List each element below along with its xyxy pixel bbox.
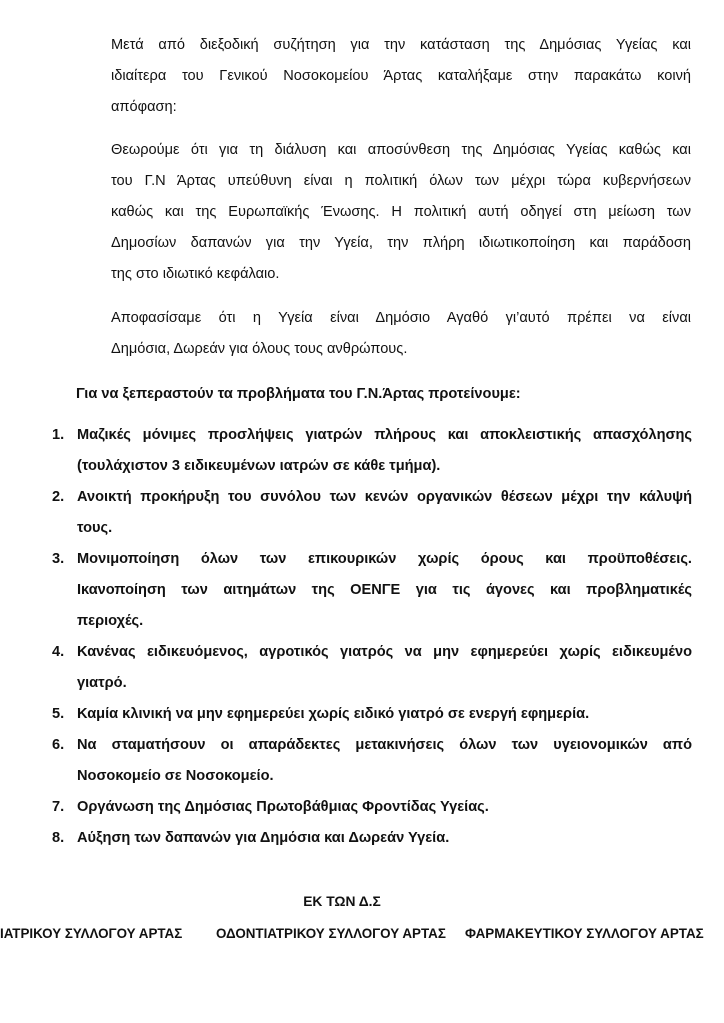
proposal-line: Καμία κλινική να μην εφημερεύει χωρίς ειδικό γιατρό σε ενεργή εφημερία. <box>77 706 590 722</box>
proposal-item <box>52 730 692 792</box>
proposal-item <box>52 420 692 482</box>
paragraph-line: Θεωρούμε ότι για τη διάλυση και αποσύνθεση της Δημόσιας Υγείας καθώς και <box>111 142 691 158</box>
proposal-line: Μαζικές μόνιμες προσλήψεις γιατρών πλήρους και αποκλειστικής απασχόλησης <box>77 427 692 443</box>
proposal-line: Μονιμοποίηση όλων των επικουρικών χωρίς όρους και προϋποθέσεις. <box>77 551 692 567</box>
paragraph-line: του Γ.Ν Άρτας υπεύθυνη είναι η πολιτική όλων των μέχρι τώρα κυβερνήσεων <box>111 173 691 189</box>
paragraph-line: Αποφασίσαμε ότι η Υγεία είναι Δημόσιο Αγαθό γι’αυτό πρέπει να είναι <box>111 310 691 326</box>
signatory-pharmaceutical-association: ΦΑΡΜΑΚΕΥΤΙΚΟΥ ΣΥΛΛΟΓΟΥ ΑΡΤΑΣ <box>465 926 704 941</box>
proposal-item <box>52 482 692 544</box>
proposal-line: Ικανοποίηση των αιτημάτων της ΟΕΝΓΕ για τις άγονες και προβληματικές <box>77 582 692 598</box>
signatory-medical-association: ΙΑΤΡΙΚΟΥ ΣΥΛΛΟΓΟΥ ΑΡΤΑΣ <box>0 926 183 941</box>
list-number: 2. <box>52 489 65 505</box>
proposal-line: περιοχές. <box>77 613 144 629</box>
proposal-line: Νοσοκομείο σε Νοσοκομείο. <box>77 768 274 784</box>
list-number: 1. <box>52 427 65 443</box>
position-paragraph <box>111 135 691 290</box>
proposal-item <box>52 823 692 854</box>
decision-paragraph <box>111 303 691 365</box>
proposals-list <box>52 420 692 854</box>
proposal-line: (τουλάχιστον 3 ειδικευμένων ιατρών σε κάθε τμήμα). <box>77 458 441 474</box>
list-number: 3. <box>52 551 65 567</box>
list-number: 8. <box>52 830 65 846</box>
signatory-dental-association: ΟΔΟΝΤΙΑΤΡΙΚΟΥ ΣΥΛΛΟΓΟΥ ΑΡΤΑΣ <box>216 926 446 941</box>
paragraph-line: ιδιαίτερα του Γενικού Νοσοκομείου Άρτας καταλήξαμε στην παρακάτω κοινή <box>111 68 691 84</box>
proposals-heading: Για να ξεπεραστούν τα προβλήματα του Γ.Ν.Άρτας προτείνουμε: <box>76 386 521 402</box>
proposal-line: γιατρό. <box>77 675 127 691</box>
proposal-line: Αύξηση των δαπανών για Δημόσια και Δωρεάν Υγεία. <box>77 830 450 846</box>
list-number: 5. <box>52 706 65 722</box>
list-number: 7. <box>52 799 65 815</box>
proposal-item <box>52 544 692 637</box>
paragraph-line: απόφαση: <box>111 99 177 115</box>
paragraph-line: καθώς και της Ευρωπαϊκής Ένωσης. Η πολιτική αυτή οδηγεί στη μείωση των <box>111 204 691 220</box>
proposal-line: Να σταματήσουν οι απαράδεκτες μετακινήσεις όλων των υγειονομικών από <box>77 737 692 753</box>
list-number: 6. <box>52 737 65 753</box>
signoff: ΕΚ ΤΩΝ Δ.Σ <box>303 894 381 909</box>
list-number: 4. <box>52 644 65 660</box>
proposal-item <box>52 637 692 699</box>
proposal-item <box>52 792 692 823</box>
paragraph-line: Δημοσίων δαπανών για την Υγεία, την πλήρη ιδιωτικοποίηση και παράδοση <box>111 235 691 251</box>
proposal-line: τους. <box>77 520 113 536</box>
paragraph-line: της στο ιδιωτικό κεφάλαιο. <box>111 266 280 282</box>
proposal-line: Ανοικτή προκήρυξη του συνόλου των κενών οργανικών θέσεων μέχρι την κάλυψή <box>77 489 692 505</box>
paragraph-line: Μετά από διεξοδική συζήτηση για την κατάσταση της Δημόσιας Υγείας και <box>111 37 691 53</box>
proposal-line: Οργάνωση της Δημόσιας Πρωτοβάθμιας Φροντίδας Υγείας. <box>77 799 489 815</box>
intro-paragraph <box>111 30 691 123</box>
proposal-line: Κανένας ειδικευόμενος, αγροτικός γιατρός να μην εφημερεύει χωρίς ειδικευμένο <box>77 644 692 660</box>
proposal-item <box>52 699 692 730</box>
paragraph-line: Δημόσια, Δωρεάν για όλους τους ανθρώπους. <box>111 341 408 357</box>
